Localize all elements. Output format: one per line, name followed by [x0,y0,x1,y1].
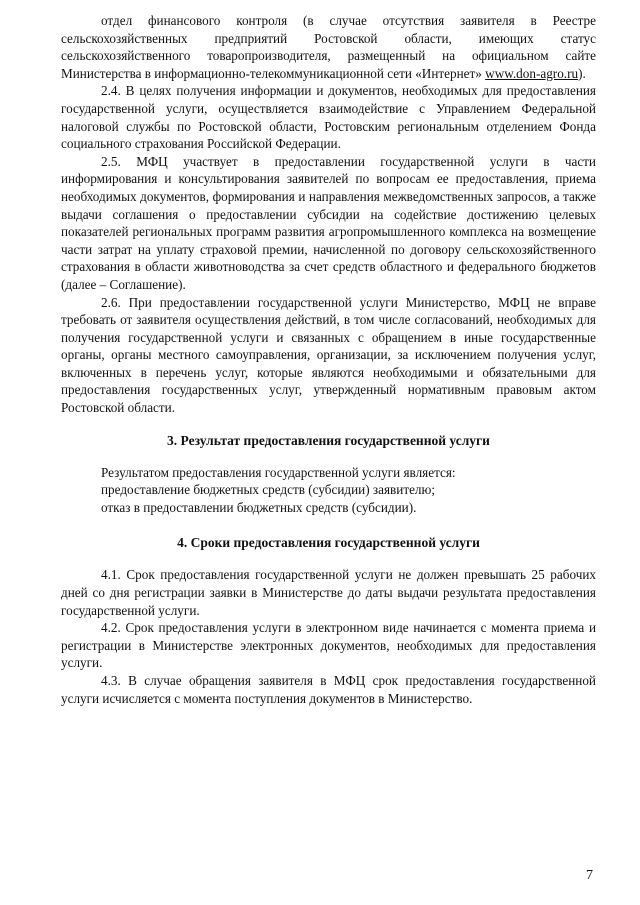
paragraph-4-3: 4.3. В случае обращения заявителя в МФЦ срок предоставления государственной услуги исчисляется с момента поступления документов в Министерство. [61,673,596,706]
section-4-title: 4. Сроки предоставления государственной услуги [177,535,480,551]
paragraph-2-5: 2.5. МФЦ участвует в предоставлении государственной услуги в части информирования и консультирования заявителей по вопросам ее предоставления, приема необходимых документов, формирования и направления межведомственных запросов, а также выдачи соглашения о предоставлении субсидии на содействие достижению целевых показателей региональных программ развития агропромышленного комплекса на возмещение части затрат на уплату страховой премии, начисленной по договору сельскохозяйственного страхования в области животноводства за счет средств областного и федерального бюджетов (далее – Соглашение). [61,153,596,292]
section-3-title: 3. Результат предоставления государственной услуги [167,432,490,448]
continuation-text: отдел финансового контроля (в случае отсутствия заявителя в Реестре сельскохозяйственных предприятий Ростовской области, имеющих статус сельскохозяйственного товаропроизводителя, размещенный на официальном сайте Министерства в информационно-телекоммуникационной сети «Интернет» [61,13,596,81]
paragraph-4-1: 4.1. Срок предоставления государственной услуги не должен превышать 25 рабочих дней со дня регистрации заявки в Министерстве до даты выдачи результата предоставления государственной услуги. [61,567,596,618]
page-number: 7 [586,868,593,883]
paragraph-2-6: 2.6. При предоставлении государственной услуги Министерство, МФЦ не вправе требовать от заявителя осуществления действий, в том числе согласований, необходимых для получения государственной услуги и связанных с обращением в иные государственные органы, органы местного самоуправления, организации, за исключением получения услуг, включенных в перечень услуг, которые являются необходимыми и обязательными для предоставления государственных услуг, утвержденный нормативным правовым актом Ростовской области. [61,294,596,416]
paragraph-2-4: 2.4. В целях получения информации и документов, необходимых для предоставления государственной услуги, осуществляется взаимодействие с Управлением Федеральной налоговой службы по Ростовской области, Ростовским региональным отделением Фонда социального страхования Российской Федерации. [61,83,596,152]
section-3-intro: Результатом предоставления государственной услуги является: [101,464,456,480]
paragraph-continuation [61,12,596,82]
section-3-item-1: предоставление бюджетных средств (субсидии) заявителю; [101,482,436,498]
document-page [61,12,596,707]
continuation-end: ). [578,65,586,81]
section-3-item-2: отказ в предоставлении бюджетных средств (субсидии). [101,499,417,515]
don-agro-link[interactable]: www.don-agro.ru [485,65,579,81]
paragraph-4-2: 4.2. Срок предоставления услуги в электронном виде начинается с момента приема и регистрации в Министерстве электронных документов, необходимых для предоставления услуги. [61,620,596,671]
